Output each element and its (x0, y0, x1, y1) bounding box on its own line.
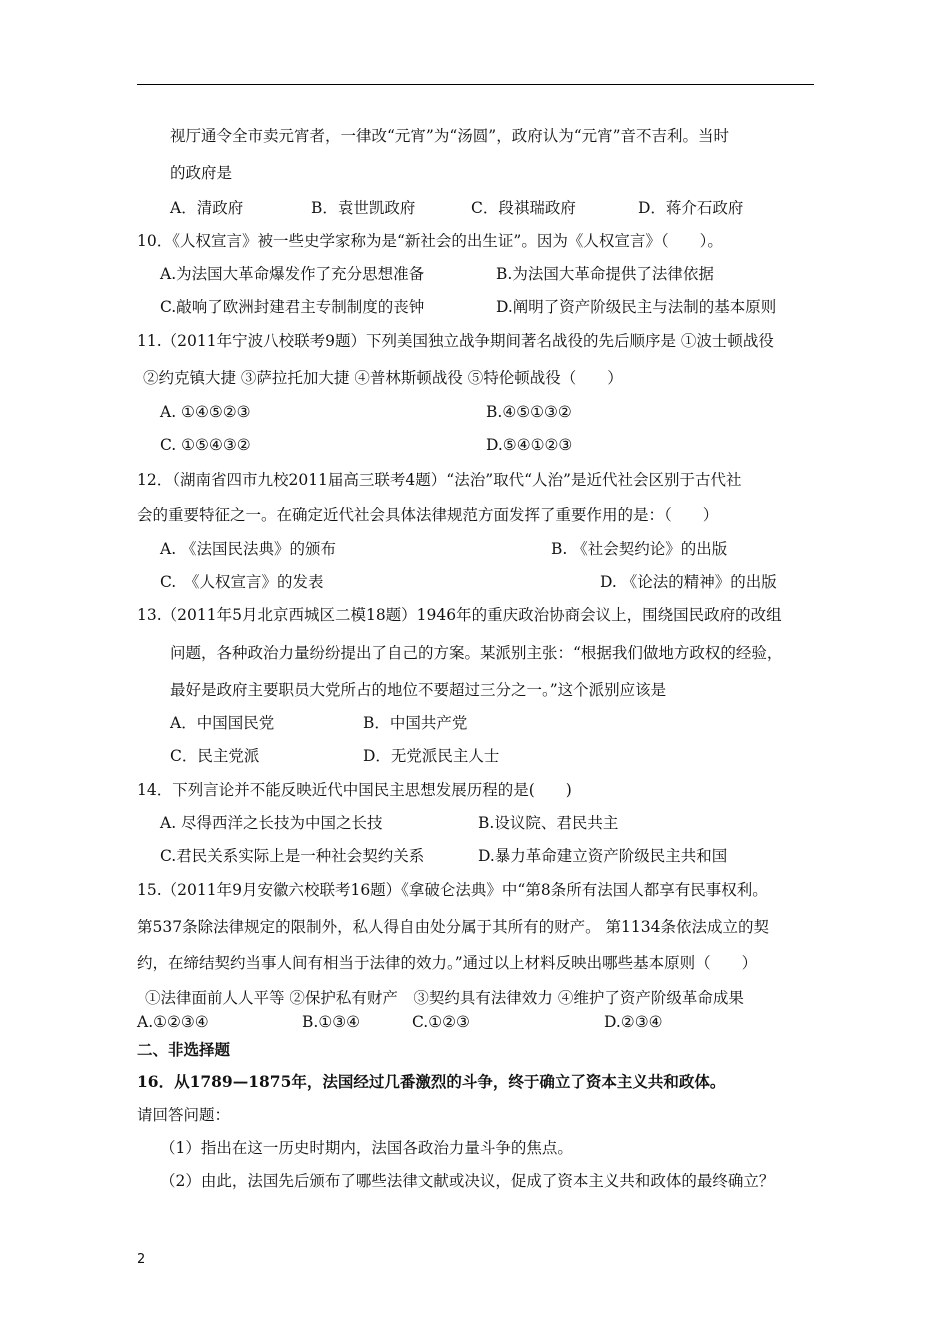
q11-option-b: B.④⑤①③② (486, 403, 572, 421)
q9-stem-line2: 的政府是 (170, 164, 233, 182)
q15-option-b: B.①③④ (302, 1013, 361, 1031)
q15-stem-line1: 15.（2011年9月安徽六校联考16题）《拿破仑法典》中“第8条所有法国人都享有民事权利。 (137, 881, 768, 899)
q13-option-c: C．民主党派 (170, 747, 260, 765)
q14-option-d: D.暴力革命建立资产阶级民主共和国 (478, 847, 728, 865)
q9-option-d: D．蒋介石政府 (638, 199, 744, 217)
section-heading: 二、非选择题 (137, 1040, 231, 1059)
q13-stem-line3: 最好是政府主要职员大党所占的地位不要超过三分之一。”这个派别应该是 (170, 681, 667, 699)
q12-option-c: C. 《人权宣言》的发表 (160, 573, 324, 591)
q10-option-c: C.敲响了欧洲封建君主专制制度的丧钟 (160, 298, 425, 316)
q10-option-b: B.为法国大革命提供了法律依据 (496, 265, 714, 283)
q9-stem-line1: 视厅通令全市卖元宵者，一律改“元宵”为“汤圆”，政府认为“元宵”音不吉利。当时 (170, 127, 730, 145)
q14-option-a: A. 尽得西洋之长技为中国之长技 (160, 814, 383, 832)
q16-stem: 16．从1789—1875年，法国经过几番激烈的斗争，终于确立了资本主义共和政体。 (137, 1072, 726, 1091)
q15-option-a: A.①②③④ (137, 1013, 209, 1031)
q13-option-b: B．中国共产党 (363, 714, 468, 732)
q11-option-c: C. ①⑤④③② (160, 436, 251, 454)
header-rule (137, 84, 814, 85)
q16-prompt: 请回答问题： (137, 1106, 231, 1124)
page-number: 2 (137, 1252, 146, 1267)
q11-option-d: D.⑤④①②③ (486, 436, 573, 454)
q12-option-b: B. 《社会契约论》的出版 (551, 540, 728, 558)
q11-stem-line2: ②约克镇大捷 ③萨拉托加大捷 ④普林斯顿战役 ⑤特伦顿战役（ ） (143, 369, 623, 387)
q10-option-a: A.为法国大革命爆发作了充分思想准备 (160, 265, 425, 283)
q9-option-c: C．段祺瑞政府 (471, 199, 576, 217)
q16-sub1: （1）指出在这一历史时期内，法国各政治力量斗争的焦点。 (160, 1139, 573, 1157)
q12-option-d: D. 《论法的精神》的出版 (600, 573, 777, 591)
q13-option-d: D．无党派民主人士 (363, 747, 500, 765)
q10-option-d: D.阐明了资产阶级民主与法制的基本原则 (496, 298, 777, 316)
q15-option-d: D.②③④ (604, 1013, 663, 1031)
q14-option-b: B.设议院、君民共主 (478, 814, 619, 832)
q12-option-a: A. 《法国民法典》的颁布 (160, 540, 337, 558)
q15-stem-line2: 第537条除法律规定的限制外，私人得自由处分属于其所有的财产。 第1134条依法成立的契 (137, 918, 769, 936)
q14-option-c: C.君民关系实际上是一种社会契约关系 (160, 847, 425, 865)
q13-stem-line1: 13.（2011年5月北京西城区二模18题）1946年的重庆政治协商会议上，围绕国民政府的改组 (137, 606, 782, 624)
q11-option-a: A. ①④⑤②③ (160, 403, 251, 421)
q15-stem-line3: 约，在缔结契约当事人间有相当于法律的效力。”通过以上材料反映出哪些基本原则（ ） (137, 954, 758, 972)
q9-option-a: A．清政府 (170, 199, 244, 217)
q14-stem: 14．下列言论并不能反映近代中国民主思想发展历程的是( ) (137, 781, 572, 799)
q12-stem-line1: 12．（湖南省四市九校2011届高三联考4题）“法治”取代“人治”是近代社会区别于古代社 (137, 471, 742, 489)
q11-stem-line1: 11.（2011年宁波八校联考9题）下列美国独立战争期间著名战役的先后顺序是 ①波士顿战役 (137, 332, 774, 350)
q13-option-a: A．中国国民党 (170, 714, 275, 732)
q13-stem-line2: 问题，各种政治力量纷纷提出了自己的方案。某派别主张：“根据我们做地方政权的经验， (170, 644, 783, 662)
q10-stem: 10．《人权宣言》被一些史学家称为是“新社会的出生证”。因为《人权宣言》（ ）。 (137, 232, 723, 250)
q15-option-c: C.①②③ (412, 1013, 470, 1031)
q15-stem-line4: ①法律面前人人平等 ②保护私有财产 ③契约具有法律效力 ④维护了资产阶级革命成果 (145, 989, 744, 1007)
q9-option-b: B．袁世凯政府 (311, 199, 416, 217)
q16-sub2: （2）由此，法国先后颁布了哪些法律文献或决议，促成了资本主义共和政体的最终确立？ (160, 1172, 775, 1190)
q12-stem-line2: 会的重要特征之一。在确定近代社会具体法律规范方面发挥了重要作用的是：（ ） (137, 506, 719, 524)
